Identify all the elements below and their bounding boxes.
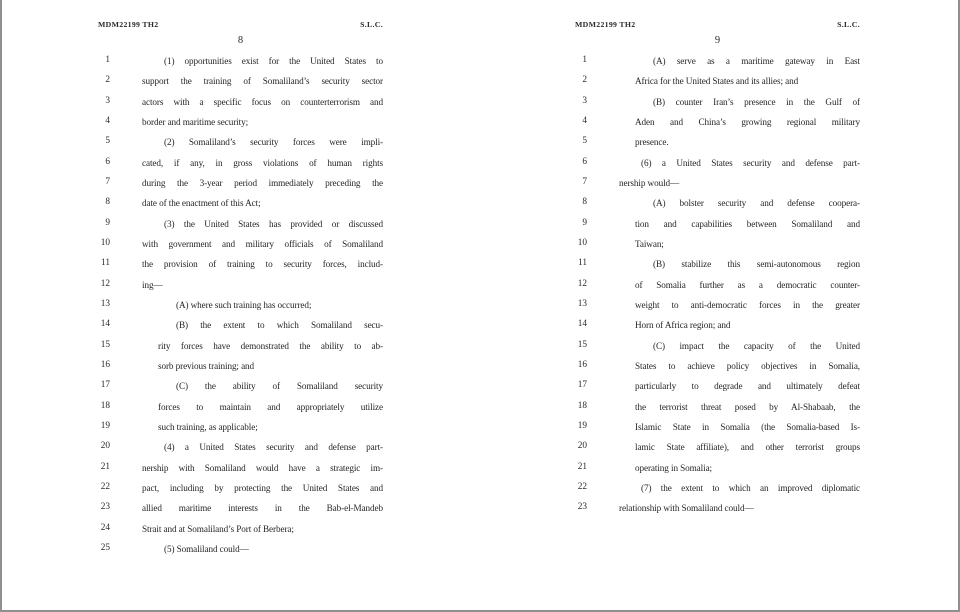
office-code: S.L.C. [360,20,383,29]
line-text: (C) impact the capacity of the United [653,340,860,351]
line-number: 18 [100,400,110,411]
line-text: ing— [142,279,163,290]
line-number: 8 [105,197,110,208]
line-number: 15 [577,339,587,350]
line-number: 7 [582,176,587,187]
line-number: 11 [578,258,587,269]
line-text: (A) bolster security and defense coopera- [653,198,860,209]
line-text: (7) the extent to which an improved diplomatic [641,482,860,493]
document-line [575,237,860,257]
line-number: 13 [577,298,587,309]
line-text: pact, including by protecting the United States and [142,482,383,493]
office-code: S.L.C. [837,20,860,29]
line-text: border and maritime security; [142,116,249,127]
line-number: 2 [105,75,110,86]
document-line [98,115,383,135]
line-text: (3) the United States has provided or discussed [164,218,383,229]
document-line [98,400,383,420]
document-line [98,257,383,277]
line-text: (5) Somaliland could— [164,543,249,554]
document-line [575,379,860,399]
line-number: 23 [577,502,587,513]
line-text: during the 3-year period immediately preceding the [142,177,383,188]
line-text: rity forces have demonstrated the ability to ab- [158,340,383,351]
document-line [575,440,860,460]
line-number: 23 [100,502,110,513]
document-line [98,379,383,399]
document-line [575,257,860,277]
line-text: Aden and China’s growing regional military [635,116,860,127]
document-line [575,278,860,298]
line-text: (A) serve as a maritime gateway in East [653,56,860,66]
document-line [575,481,860,501]
document-line [575,400,860,420]
document-line [575,54,860,74]
document-line [98,135,383,155]
line-text: relationship with Somaliland could— [619,503,754,514]
line-number: 16 [577,359,587,370]
line-number: 19 [100,420,110,431]
document-line [98,359,383,379]
doc-code: MDM22199 TH2 [98,20,159,29]
line-number: 4 [582,115,587,126]
line-text: weight to anti-democratic forces in the greater [635,299,860,310]
line-number: 9 [105,217,110,228]
line-number: 12 [577,278,587,289]
line-text: (1) opportunities exist for the United States to [164,56,383,66]
line-text: (6) a United States security and defense part- [641,157,860,168]
line-number: 15 [100,339,110,350]
page-8 [98,0,383,612]
document-line [98,176,383,196]
line-number: 12 [100,278,110,289]
line-number: 22 [100,481,110,492]
document-line [575,95,860,115]
document-line [98,74,383,94]
page-lines [98,54,383,562]
line-number: 3 [582,95,587,106]
document-line [575,461,860,481]
document-line [98,420,383,440]
line-text: Islamic State in Somalia (the Somalia-based Is- [635,421,860,432]
line-text: such training, as applicable; [158,421,258,432]
document-line [575,339,860,359]
document-line [98,217,383,237]
document-line [575,176,860,196]
line-text: lamic State affiliate), and other terrorist groups [635,442,860,453]
line-text: support the training of Somaliland’s security sector [142,76,383,87]
line-text: (4) a United States security and defense part- [164,442,383,453]
document-line [575,156,860,176]
page-9 [575,0,860,612]
line-number: 19 [577,420,587,431]
document-line [98,156,383,176]
page-header [575,20,860,29]
document-line [98,542,383,562]
line-text: (C) the ability of Somaliland security [176,381,383,392]
line-number: 17 [577,380,587,391]
document-line [98,481,383,501]
line-number: 7 [105,176,110,187]
line-text: Taiwan; [635,238,664,249]
line-number: 21 [100,461,110,472]
line-number: 4 [105,115,110,126]
line-number: 6 [582,156,587,167]
line-text: (B) stabilize this semi-autonomous region [653,259,860,270]
line-text: States to achieve policy objectives in Somalia, [635,360,860,371]
document-line [98,318,383,338]
document-line [575,135,860,155]
document-line [575,318,860,338]
line-number: 5 [105,136,110,147]
line-number: 25 [100,542,110,553]
document-line [575,420,860,440]
line-text: the terrorist threat posed by Al-Shabaab, the [635,401,860,412]
line-number: 5 [582,136,587,147]
line-number: 8 [582,197,587,208]
document-line [98,196,383,216]
line-text: with government and military officials of Somaliland [142,238,383,249]
line-number: 18 [577,400,587,411]
document-line [98,339,383,359]
line-text: tion and capabilities between Somaliland and [635,218,860,229]
document-line [98,461,383,481]
line-text: forces to maintain and appropriately utilize [158,401,383,412]
line-text: the provision of training to security forces, includ- [142,259,383,270]
line-text: allied maritime interests in the Bab-el-Mandeb [142,503,383,514]
document-line [98,522,383,542]
line-text: (A) where such training has occurred; [176,299,312,310]
document-line [98,440,383,460]
line-text: presence. [635,137,669,148]
line-text: particularly to degrade and ultimately defeat [635,381,860,392]
line-text: cated, if any, in gross violations of human rights [142,157,383,168]
document-line [98,54,383,74]
line-text: (B) counter Iran’s presence in the Gulf of [653,96,860,107]
line-number: 17 [100,380,110,391]
line-number: 9 [582,217,587,228]
line-number: 1 [582,55,587,65]
line-number: 1 [105,55,110,65]
document-line [98,95,383,115]
document-line [98,298,383,318]
line-number: 2 [582,75,587,86]
line-number: 16 [100,359,110,370]
document-line [575,298,860,318]
line-number: 10 [577,237,587,248]
line-text: nership with Somaliland would have a strategic im- [142,462,383,473]
page-lines [575,54,860,522]
line-text: actors with a specific focus on counterterrorism and [142,96,383,107]
line-number: 3 [105,95,110,106]
line-text: date of the enactment of this Act; [142,198,261,209]
line-text: (B) the extent to which Somaliland secu- [176,320,383,331]
line-number: 14 [100,319,110,330]
line-number: 20 [577,441,587,452]
line-text: Horn of Africa region; and [635,320,731,331]
line-number: 13 [100,298,110,309]
line-text: Strait and at Somaliland’s Port of Berbera; [142,523,294,534]
line-number: 11 [101,258,110,269]
line-number: 20 [100,441,110,452]
line-text: of Somalia further as a democratic counter- [635,279,860,290]
line-number: 10 [100,237,110,248]
line-text: (2) Somaliland’s security forces were impli- [164,137,383,148]
line-number: 22 [577,481,587,492]
doc-code: MDM22199 TH2 [575,20,636,29]
document-line [98,278,383,298]
page-number: 9 [714,35,721,46]
document-line [575,217,860,237]
page-header [98,20,383,29]
line-number: 14 [577,319,587,330]
line-number: 6 [105,156,110,167]
document-line [575,196,860,216]
document-line [575,74,860,94]
line-text: Africa for the United States and its allies; and [635,76,799,87]
line-number: 21 [577,461,587,472]
document-line [98,501,383,521]
line-text: sorb previous training; and [158,360,255,371]
line-number: 24 [100,522,110,533]
line-text: operating in Somalia; [635,462,712,473]
document-line [575,115,860,135]
document-line [98,237,383,257]
document-line [575,359,860,379]
page-number: 8 [237,35,244,46]
document-line [575,501,860,521]
line-text: nership would— [619,177,680,188]
